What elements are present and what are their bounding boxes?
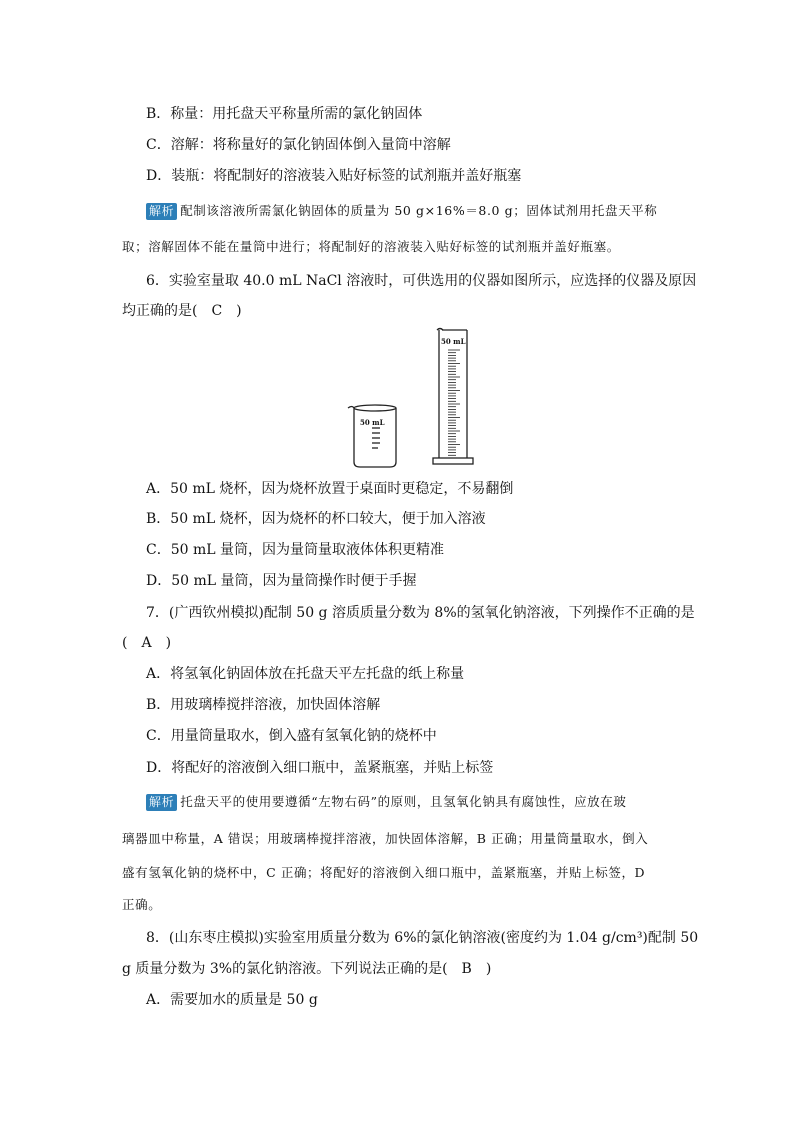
q6-stem-line1: 6．实验室量取 40.0 mL NaCl 溶液时，可供选用的仪器如图所示，应选择的仪器及原因 (146, 273, 697, 289)
q7-option-c: C．用量筒量取水，倒入盛有氢氧化钠的烧杯中 (146, 728, 437, 744)
apparatus-drawing (340, 322, 490, 472)
q8-stem-line1: 8．(山东枣庄模拟)实验室用质量分数为 6%的氯化钠溶液(密度约为 1.04 g/cm³)配制 50 (146, 930, 699, 946)
q6-option-b: B．50 mL 烧杯，因为烧杯的杯口较大，便于加入溶液 (146, 511, 486, 527)
beaker-image (348, 405, 396, 467)
cylinder-label: 50 mL (441, 337, 466, 346)
q5-explanation-line1 (146, 202, 657, 220)
q7-explanation-line4: 正确。 (122, 897, 162, 912)
q6-option-c: C．50 mL 量筒，因为量筒量取液体体积更精准 (146, 542, 444, 558)
q6-stem-line2: 均正确的是( C ) (122, 303, 242, 319)
q7-option-a: A．将氢氧化钠固体放在托盘天平左托盘的纸上称量 (146, 666, 465, 682)
q5-option-d: D．装瓶：将配制好的溶液装入贴好标签的试剂瓶并盖好瓶塞 (146, 168, 522, 184)
q8-option-a: A．需要加水的质量是 50 g (146, 992, 318, 1008)
q5-explanation-text1: 配制该溶液所需氯化钠固体的质量为 50 g×16%＝8.0 g；固体试剂用托盘天平称 (180, 203, 658, 218)
q7-explanation-text1: 托盘天平的使用要遵循“左物右码”的原则，且氢氧化钠具有腐蚀性，应放在玻 (180, 794, 627, 809)
q7-option-d: D．将配好的溶液倒入细口瓶中，盖紧瓶塞，并贴上标签 (146, 760, 494, 776)
q7-option-b: B．用玻璃棒搅拌溶液，加快固体溶解 (146, 697, 381, 713)
q5-option-b: B．称量：用托盘天平称量所需的氯化钠固体 (146, 106, 423, 122)
explanation-badge: 解析 (146, 203, 177, 220)
q5-explanation-line2: 取；溶解固体不能在量筒中进行；将配制好的溶液装入贴好标签的试剂瓶并盖好瓶塞。 (122, 239, 620, 254)
q7-stem-line1: 7．(广西钦州模拟)配制 50 g 溶质质量分数为 8%的氢氧化钠溶液，下列操作不正确的是 (146, 605, 695, 621)
q8-stem-line2: g 质量分数为 3%的氯化钠溶液。下列说法正确的是( B ) (122, 961, 492, 977)
q6-option-a: A．50 mL 烧杯，因为烧杯放置于桌面时更稳定，不易翻倒 (146, 481, 514, 497)
q6-option-d: D．50 mL 量筒，因为量筒操作时便于手握 (146, 573, 417, 589)
q7-explanation-line1 (146, 793, 627, 811)
q7-explanation-line3: 盛有氢氧化钠的烧杯中，C 正确；将配好的溶液倒入细口瓶中，盖紧瓶塞，并贴上标签，D (122, 865, 646, 880)
q7-explanation-line2: 璃器皿中称量，A 错误；用玻璃棒搅拌溶液，加快固体溶解，B 正确；用量筒量取水，倒入 (122, 831, 649, 846)
explanation-badge: 解析 (146, 794, 177, 811)
graduated-cylinder-image (433, 329, 473, 465)
beaker-label: 50 mL (360, 418, 385, 427)
q5-option-c: C．溶解：将称量好的氯化钠固体倒入量筒中溶解 (146, 137, 451, 153)
q6-apparatus-figure (340, 322, 490, 472)
q7-stem-line2: ( A ) (122, 635, 172, 651)
